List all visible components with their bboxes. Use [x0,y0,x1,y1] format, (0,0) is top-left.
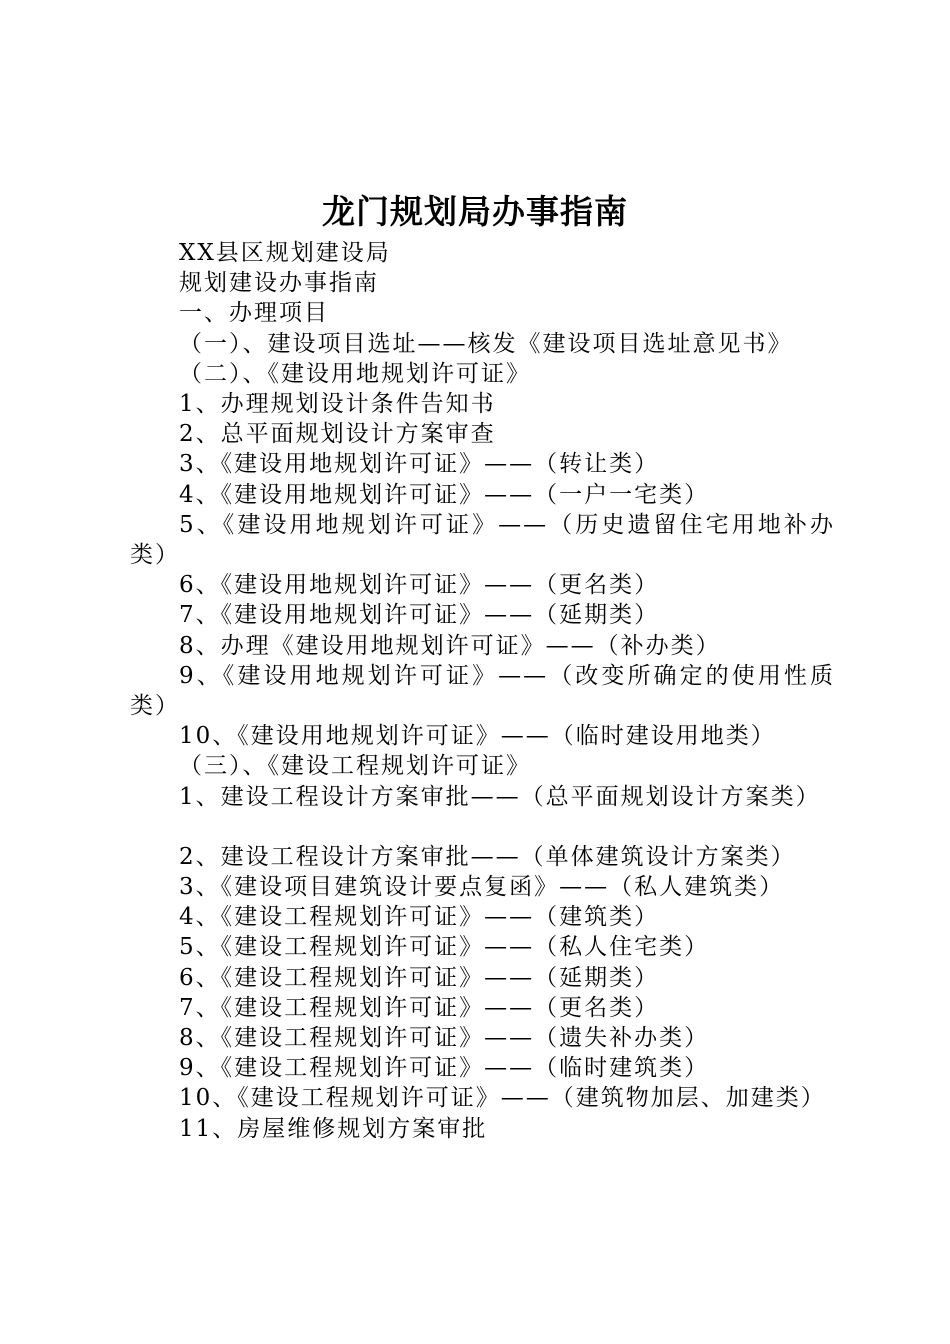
list-item: 1、建设工程设计方案审批——（总平面规划设计方案类） [179,783,821,810]
list-item: 7、《建设工程规划许可证》——（更名类） [179,994,660,1021]
list-item: 6、《建设用地规划许可证》——（更名类） [179,572,660,599]
list-item: 5、《建设用地规划许可证》——（历史遗留住宅用地补办类） [130,511,835,569]
list-item: 8、《建设工程规划许可证》——（遗失补办类） [179,1025,710,1052]
list-item: 6、《建设工程规划许可证》——（延期类） [179,964,660,991]
list-item: 11、房屋维修规划方案审批 [179,1115,488,1142]
subsection-heading: （一）、建设项目选址——核发《建设项目选址意见书》 [179,330,793,357]
subsection-heading: （三）、《建设工程规划许可证》 [179,753,531,780]
list-item: 4、《建设用地规划许可证》——（一户一宅类） [179,481,710,508]
list-item: 3、《建设项目建筑设计要点复函》——（私人建筑类） [179,874,785,901]
document-body [130,238,835,1144]
list-item: 2、总平面规划设计方案审查 [179,421,496,448]
list-item: 4、《建设工程规划许可证》——（建筑类） [179,904,660,931]
section-heading: 一、办理项目 [179,300,329,327]
blank-line [130,812,835,842]
org-name: XX县区规划建设局 [179,240,391,266]
guide-subtitle: 规划建设办事指南 [179,270,379,297]
list-item: 9、《建设工程规划许可证》——（临时建筑类） [179,1055,710,1082]
subsection-heading: （二）、《建设用地规划许可证》 [179,360,531,387]
list-item: 10、《建设工程规划许可证》——（建筑物加层、加建类） [179,1085,826,1112]
document-title: 龙门规划局办事指南 [322,192,628,231]
list-item: 3、《建设用地规划许可证》——（转让类） [179,451,660,478]
list-item: 2、建设工程设计方案审批——（单体建筑设计方案类） [179,843,796,870]
list-item: 10、《建设用地规划许可证》——（临时建设用地类） [179,723,776,750]
list-item: 1、办理规划设计条件告知书 [179,391,496,418]
list-item: 7、《建设用地规划许可证》——（延期类） [179,602,660,629]
list-item: 5、《建设工程规划许可证》——（私人住宅类） [179,934,710,961]
list-item: 8、办理《建设用地规划许可证》——（补办类） [179,632,721,659]
list-item: 9、《建设用地规划许可证》——（改变所确定的使用性质类） [130,662,835,720]
